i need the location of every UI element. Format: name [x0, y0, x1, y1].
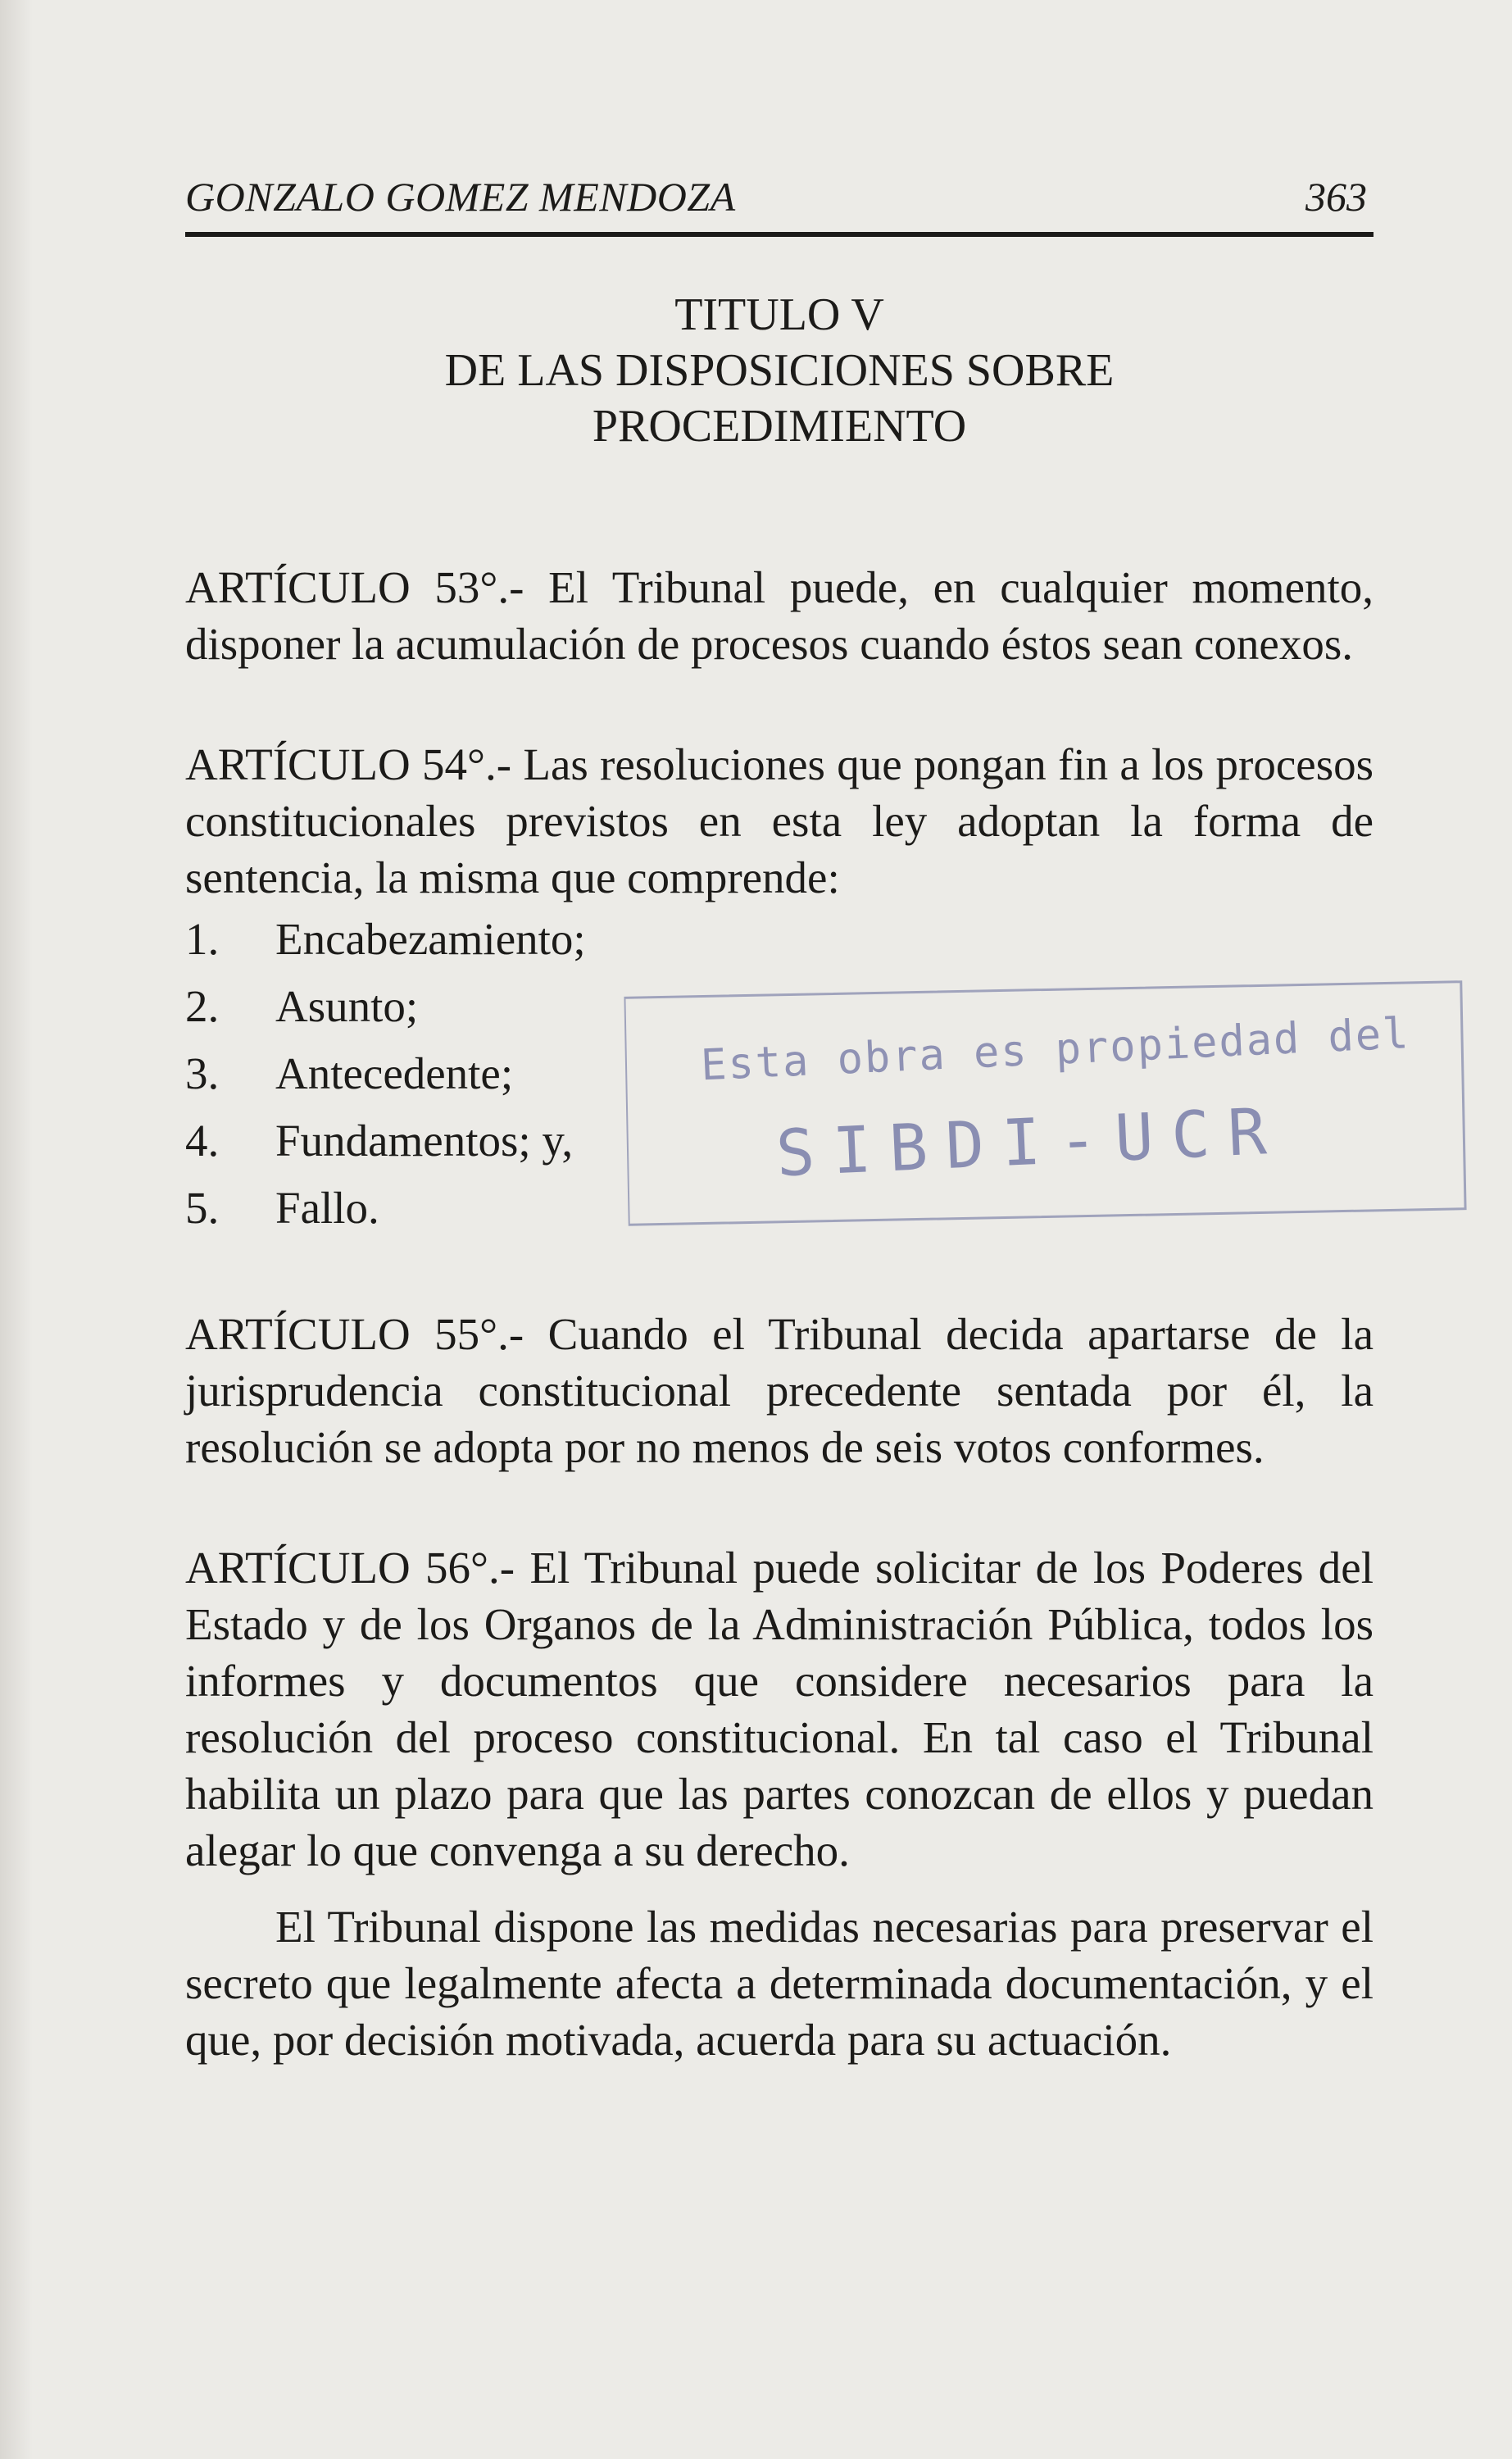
article-54: [185, 736, 1374, 906]
article-label: ARTÍCULO 55°.-: [185, 1309, 524, 1359]
list-item: 4. Fundamentos; y,: [185, 1116, 574, 1166]
header-rule: [185, 232, 1374, 237]
list-item: 3. Antecedente;: [185, 1048, 514, 1098]
page-body: [185, 559, 1374, 2068]
list-item: 5. Fallo.: [185, 1183, 379, 1233]
article-label: ARTÍCULO 54°.-: [185, 739, 512, 789]
list-item: 2. Asunto;: [185, 981, 419, 1031]
running-header: [185, 168, 1382, 225]
article-55: [185, 1306, 1374, 1475]
article-text: Las resoluciones que pongan fin a los procesos constitucionales previstos en esta ley adoptan la forma de sentencia, la misma que comprende:: [185, 739, 1374, 902]
running-head-author: GONZALO GOMEZ MENDOZA: [185, 174, 736, 220]
article-56: [185, 1539, 1374, 1879]
title-line-1: TITULO V: [674, 289, 884, 340]
article-53: [185, 559, 1374, 672]
stamp-text: Esta obra es propiedad del: [699, 1009, 1411, 1091]
article-text: Cuando el Tribunal decida apartarse de la jurisprudencia constitucional precedente sentada por él, la resolución se adopta por no menos de seis votos conformes.: [185, 1309, 1374, 1472]
article-label: ARTÍCULO 53°.-: [185, 562, 524, 612]
title-line-2: DE LAS DISPOSICIONES SOBRE: [444, 345, 1115, 396]
section-title: [185, 287, 1374, 454]
page-number: 363: [1305, 174, 1367, 220]
stamp-code: SIBDI-UCR: [774, 1094, 1287, 1192]
article-label: ARTÍCULO 56°.-: [185, 1543, 515, 1593]
list-item: 1. Encabezamiento;: [185, 914, 586, 964]
title-line-3: PROCEDIMIENTO: [592, 401, 967, 452]
article-text: El Tribunal puede solicitar de los Poderes del Estado y de los Organos de la Administración Pública, todos los informes y documentos que considere necesarios para la resolución del proceso constitucional. En tal caso el Tribunal habilita un plazo para que las partes conozcan de ellos y puedan alegar lo que convenga a su derecho.: [185, 1543, 1374, 1875]
article-56-paragraph-2: El Tribunal dispone las medidas necesarias para preservar el secreto que legalmente afecta a determinada documentación, y el que, por decisión motivada, acuerda para su actuación.: [185, 1902, 1374, 2065]
library-ownership-stamp: [624, 980, 1466, 1226]
page-edge-shadow: [0, 0, 33, 2459]
article-text: El Tribunal puede, en cualquier momento, disponer la acumulación de procesos cuando éstos sean conexos.: [185, 562, 1374, 669]
